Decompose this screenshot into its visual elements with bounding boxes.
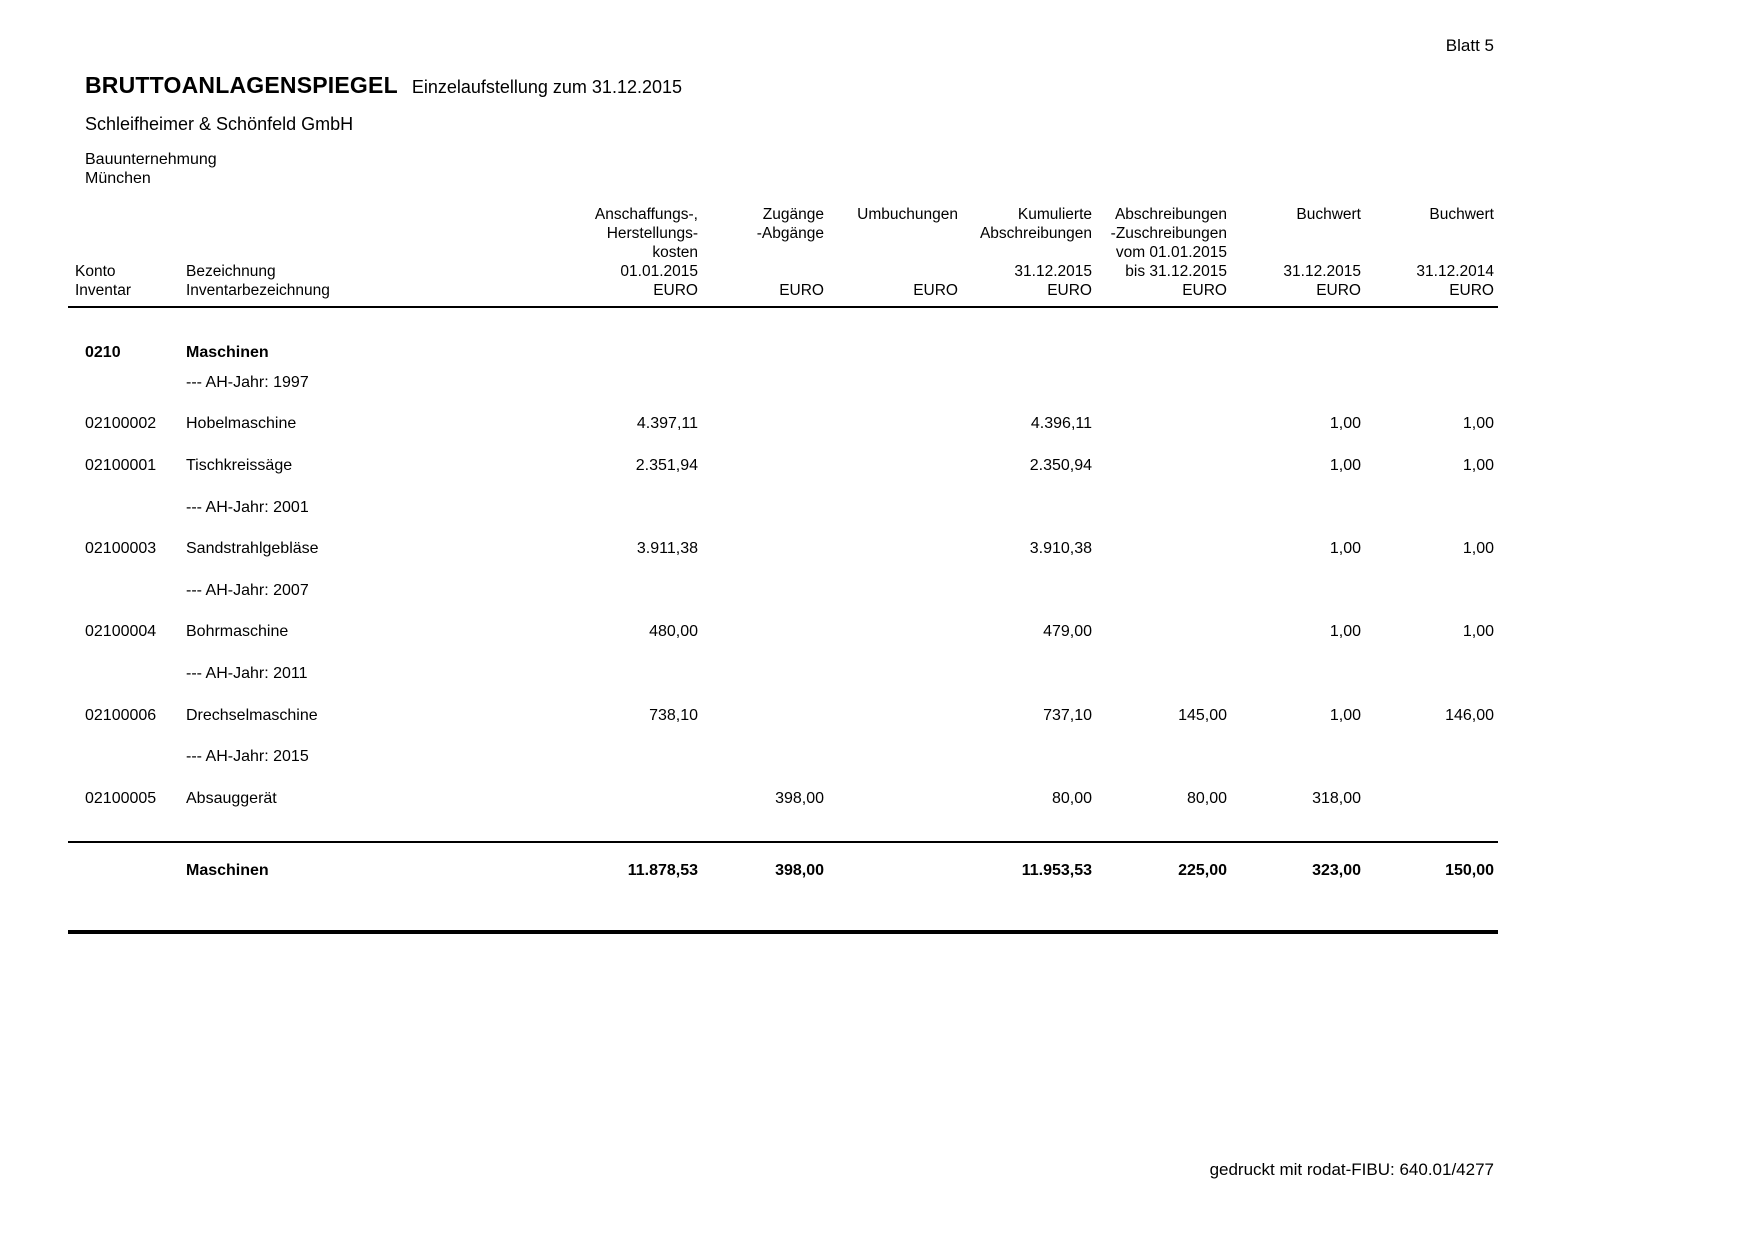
cell-konto [68,570,186,612]
cell-konto: 0210 [85,344,121,361]
company-industry: Bauunternehmung [85,151,217,168]
header-line: Konto [75,263,116,280]
cell-kumulierte-abschreibungen [958,362,1092,404]
report-title: BRUTTOANLAGENSPIEGEL [85,72,398,98]
cell-umbuchungen [824,695,958,737]
table-row [68,445,1498,487]
header-line [1361,243,1494,262]
header-line [186,224,558,243]
cell-kumulierte-abschreibungen [958,653,1092,695]
cell-anschaffungskosten [558,736,698,778]
cell-buchwert-2014: 1,00 [1462,415,1494,433]
cell-bezeichnung: Absauggerät [186,789,277,807]
cell-umbuchungen [824,653,958,695]
header-line [186,205,558,224]
year-separator-row [68,487,1498,529]
header-line: bis 31.12.2015 [1125,263,1227,280]
cell-buchwert-2015: 318,00 [1312,789,1361,807]
cell-umbuchungen [824,445,958,487]
cell-zugaenge-abgaenge [698,653,824,695]
table-closing-rule [68,930,1498,934]
cell-anschaffungskosten [558,570,698,612]
column-header-kumulierte-abschreibungen [958,205,1092,307]
header-line: Buchwert [1296,206,1361,223]
cell-umbuchungen [824,778,958,820]
header-line: Herstellungs- [606,225,698,242]
cell-zugaenge-abgaenge [698,307,824,362]
header-line [698,262,824,281]
cell-buchwert-2014: 1,00 [1462,540,1494,558]
year-separator-row [68,570,1498,612]
sheet-number: Blatt 5 [1445,36,1494,55]
cell-umbuchungen [824,487,958,529]
cell-anschaffungskosten: 480,00 [649,623,698,641]
cell-konto [68,362,186,404]
table-row [68,404,1498,446]
cell-umbuchungen [824,736,958,778]
total-cell-buchwert-2014: 150,00 [1361,842,1498,900]
cell-buchwert-2015 [1227,307,1361,362]
header-line: Abschreibungen [979,225,1092,242]
header-line: Buchwert [1429,206,1494,223]
asset-register-table [68,205,1498,900]
header-line: EURO [653,282,698,299]
total-cell-anschaffungskosten: 11.878,53 [558,842,698,900]
cell-anschaffungskosten [558,778,698,820]
cell-umbuchungen [824,570,958,612]
table-row [68,612,1498,654]
cell-konto [68,487,186,529]
header-line: 31.12.2015 [1283,263,1361,280]
table-body [68,307,1498,820]
cell-buchwert-2015: 1,00 [1329,706,1361,724]
column-header-umbuchungen [824,205,958,307]
cell-buchwert-2014 [1361,307,1498,362]
cell-kumulierte-abschreibungen [958,307,1092,362]
cell-buchwert-2015: 1,00 [1329,623,1361,641]
cell-buchwert-2015 [1227,362,1361,404]
cell-abschreibungen-zuschreibungen [1092,653,1227,695]
cell-konto: 02100002 [85,415,157,433]
header-line [75,224,186,243]
total-cell-kumulierte-abschreibungen: 11.953,53 [958,842,1092,900]
cell-kumulierte-abschreibungen: 4.396,11 [1030,415,1092,433]
cell-bezeichnung: Hobelmaschine [186,415,297,433]
header-line: kosten [652,244,698,261]
header-line: Bezeichnung [186,263,276,280]
cell-buchwert-2015 [1227,736,1361,778]
table-row [68,778,1498,820]
cell-buchwert-2014 [1361,778,1498,820]
cell-zugaenge-abgaenge [698,404,824,446]
cell-umbuchungen [824,362,958,404]
cell-anschaffungskosten: 4.397,11 [636,415,698,433]
cell-bezeichnung: Drechselmaschine [186,706,318,724]
total-cell-konto [68,842,186,900]
cell-umbuchungen [824,307,958,362]
cell-kumulierte-abschreibungen: 2.350,94 [1029,456,1092,474]
header-line [958,243,1092,262]
cell-anschaffungskosten: 738,10 [649,706,698,724]
header-line [1361,224,1494,243]
header-line: Kumulierte [1017,206,1092,223]
cell-konto [68,653,186,695]
header-line: Abschreibungen [1114,206,1227,223]
cell-buchwert-2014 [1361,736,1498,778]
year-separator-row [68,736,1498,778]
cell-bezeichnung: --- AH-Jahr: 2007 [186,581,309,599]
cell-buchwert-2015: 1,00 [1329,415,1361,433]
table-header-row [68,205,1498,307]
cell-bezeichnung: --- AH-Jahr: 2001 [186,498,309,516]
cell-kumulierte-abschreibungen: 3.910,38 [1029,540,1092,558]
cell-abschreibungen-zuschreibungen [1092,445,1227,487]
cell-buchwert-2015 [1227,653,1361,695]
cell-zugaenge-abgaenge: 398,00 [775,789,824,807]
cell-bezeichnung: --- AH-Jahr: 1997 [186,373,309,391]
cell-abschreibungen-zuschreibungen [1092,487,1227,529]
total-cell-abschreibungen-zuschreibungen: 225,00 [1092,842,1227,900]
cell-buchwert-2014: 1,00 [1462,456,1494,474]
cell-abschreibungen-zuschreibungen [1092,736,1227,778]
cell-bezeichnung: --- AH-Jahr: 2015 [186,748,309,766]
header-line: 01.01.2015 [620,263,698,280]
header-line [75,205,186,224]
header-line [824,224,958,243]
cell-buchwert-2014 [1361,362,1498,404]
cell-anschaffungskosten: 2.351,94 [635,456,698,474]
cell-abschreibungen-zuschreibungen [1092,528,1227,570]
cell-konto: 02100004 [85,623,157,641]
header-line: EURO [1449,282,1494,299]
cell-anschaffungskosten [558,362,698,404]
cell-abschreibungen-zuschreibungen [1092,307,1227,362]
cell-abschreibungen-zuschreibungen [1092,362,1227,404]
cell-bezeichnung: Bohrmaschine [186,623,289,641]
cell-kumulierte-abschreibungen: 80,00 [1051,789,1092,807]
cell-zugaenge-abgaenge [698,570,824,612]
header-line: 31.12.2015 [1014,263,1092,280]
year-separator-row [68,653,1498,695]
table-header [68,205,1498,307]
cell-kumulierte-abschreibungen: 479,00 [1043,623,1092,641]
year-separator-row [68,362,1498,404]
cell-buchwert-2015: 1,00 [1329,540,1361,558]
header-line [824,262,958,281]
cell-umbuchungen [824,612,958,654]
table-row [68,695,1498,737]
total-cell-bezeichnung: Maschinen [186,842,558,900]
cell-bezeichnung: Maschinen [186,344,269,361]
cell-umbuchungen [824,404,958,446]
header-line [1227,243,1361,262]
column-header-bezeichnung [186,205,558,307]
column-header-buchwert-2014 [1361,205,1498,307]
cell-zugaenge-abgaenge [698,528,824,570]
cell-abschreibungen-zuschreibungen: 145,00 [1178,706,1227,724]
company-name: Schleifheimer & Schönfeld GmbH [85,114,354,134]
cell-buchwert-2014 [1361,570,1498,612]
header-line [1227,224,1361,243]
cell-kumulierte-abschreibungen: 737,10 [1043,706,1092,724]
spacer-row [68,820,1498,842]
cell-buchwert-2014: 146,00 [1445,706,1494,724]
cell-umbuchungen [824,528,958,570]
column-header-konto [68,205,186,307]
column-header-buchwert-2015 [1227,205,1361,307]
cell-zugaenge-abgaenge [698,487,824,529]
header-line: EURO [779,282,824,299]
cell-konto [68,736,186,778]
header-line [698,243,824,262]
cell-konto: 02100001 [85,456,157,474]
cell-bezeichnung: Sandstrahlgebläse [186,540,319,558]
cell-zugaenge-abgaenge [698,612,824,654]
header-line: -Abgänge [756,225,824,242]
cell-bezeichnung: Tischkreissäge [186,456,293,474]
cell-konto: 02100005 [85,789,157,807]
cell-zugaenge-abgaenge [698,695,824,737]
table-row [68,528,1498,570]
cell-zugaenge-abgaenge [698,362,824,404]
cell-buchwert-2015 [1227,487,1361,529]
cell-buchwert-2014: 1,00 [1462,623,1494,641]
header-line [75,243,186,262]
total-cell-buchwert-2015: 323,00 [1227,842,1361,900]
report-header [85,72,682,99]
company-city: München [85,170,151,187]
header-line: EURO [1047,282,1092,299]
table-footer [68,820,1498,900]
cell-buchwert-2015 [1227,570,1361,612]
header-line: Anschaffungs-, [594,206,698,223]
cell-anschaffungskosten [558,487,698,529]
cell-abschreibungen-zuschreibungen [1092,612,1227,654]
header-line: vom 01.01.2015 [1115,244,1227,261]
column-header-abschreibungen-zuschreibungen [1092,205,1227,307]
header-line: Inventarbezeichnung [186,282,330,299]
header-line: EURO [1316,282,1361,299]
cell-kumulierte-abschreibungen [958,570,1092,612]
cell-anschaffungskosten [558,653,698,695]
cell-bezeichnung: --- AH-Jahr: 2011 [186,664,308,682]
cell-buchwert-2014 [1361,653,1498,695]
cell-abschreibungen-zuschreibungen [1092,404,1227,446]
column-header-zugaenge-abgaenge [698,205,824,307]
header-line: Inventar [75,282,132,299]
cell-zugaenge-abgaenge [698,445,824,487]
cell-abschreibungen-zuschreibungen [1092,570,1227,612]
print-footer: gedruckt mit rodat-FIBU: 640.01/4277 [1209,1160,1494,1179]
cell-konto: 02100006 [85,706,157,724]
header-line [824,243,958,262]
company-address [85,150,217,188]
header-line: Umbuchungen [857,206,958,223]
cell-buchwert-2014 [1361,487,1498,529]
cell-zugaenge-abgaenge [698,736,824,778]
column-header-anschaffungskosten [558,205,698,307]
cell-anschaffungskosten [558,307,698,362]
total-cell-umbuchungen [824,842,958,900]
header-line: EURO [913,282,958,299]
header-line: -Zuschreibungen [1110,225,1227,242]
cell-kumulierte-abschreibungen [958,736,1092,778]
cell-buchwert-2015: 1,00 [1329,456,1361,474]
header-line: Zugänge [762,206,824,223]
header-line [186,243,558,262]
total-row [68,842,1498,900]
total-cell-zugaenge-abgaenge: 398,00 [698,842,824,900]
header-line: EURO [1182,282,1227,299]
group-row [68,307,1498,362]
report-subtitle: Einzelaufstellung zum 31.12.2015 [411,77,683,97]
cell-abschreibungen-zuschreibungen: 80,00 [1186,789,1227,807]
cell-anschaffungskosten: 3.911,38 [636,540,698,558]
cell-konto: 02100003 [85,540,157,558]
header-line: 31.12.2014 [1416,263,1494,280]
cell-kumulierte-abschreibungen [958,487,1092,529]
